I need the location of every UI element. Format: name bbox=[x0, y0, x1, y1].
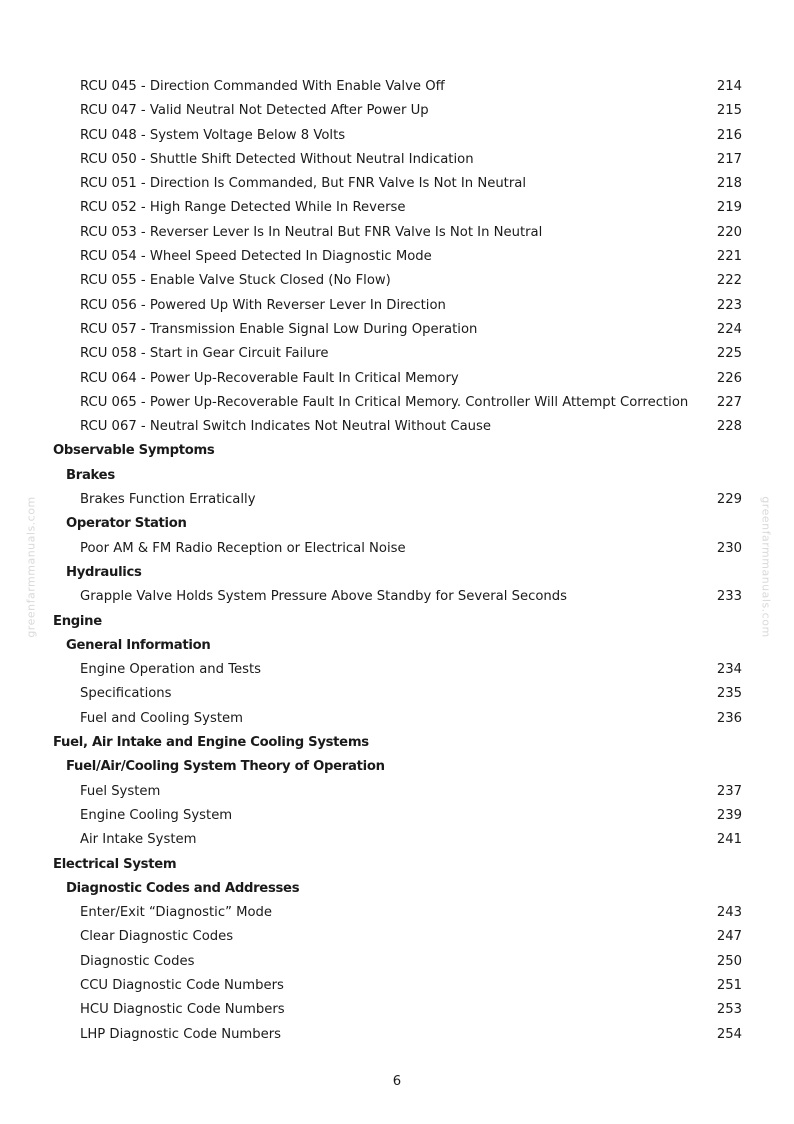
toc-entry-title: Brakes Function Erratically bbox=[80, 492, 256, 508]
toc-entry-page-number: 236 bbox=[716, 710, 742, 726]
toc-section-heading bbox=[0, 439, 794, 463]
table-of-contents bbox=[0, 75, 794, 1047]
toc-section-heading bbox=[0, 853, 794, 877]
toc-entry[interactable] bbox=[0, 488, 794, 512]
toc-entry-title: LHP Diagnostic Code Numbers bbox=[80, 1026, 282, 1042]
toc-entry[interactable] bbox=[0, 124, 794, 148]
toc-entry-title: HCU Diagnostic Code Numbers bbox=[80, 1002, 285, 1018]
toc-entry-title: Grapple Valve Holds System Pressure Above Standby for Several Seconds bbox=[80, 589, 568, 605]
toc-entry[interactable] bbox=[0, 342, 794, 366]
toc-entry-page-number: 227 bbox=[716, 394, 742, 410]
toc-entry[interactable] bbox=[0, 901, 794, 925]
toc-entry-title: RCU 047 - Valid Neutral Not Detected After Power Up bbox=[80, 103, 429, 119]
toc-entry-title: Hydraulics bbox=[66, 564, 142, 580]
toc-entry-title: RCU 045 - Direction Commanded With Enable Valve Off bbox=[80, 79, 445, 94]
toc-entry[interactable] bbox=[0, 1023, 794, 1047]
toc-entry-title: Clear Diagnostic Codes bbox=[80, 929, 234, 945]
toc-entry-title: Operator Station bbox=[66, 516, 187, 532]
toc-entry-title: RCU 048 - System Voltage Below 8 Volts bbox=[80, 127, 346, 143]
toc-entry-title: CCU Diagnostic Code Numbers bbox=[80, 977, 284, 993]
toc-entry-page-number: 224 bbox=[716, 321, 742, 337]
toc-entry[interactable] bbox=[0, 415, 794, 439]
toc-entry-title: Specifications bbox=[80, 686, 172, 702]
toc-entry-title: RCU 054 - Wheel Speed Detected In Diagnostic Mode bbox=[80, 249, 432, 265]
toc-entry[interactable] bbox=[0, 391, 794, 415]
toc-entry[interactable] bbox=[0, 658, 794, 682]
toc-entry-page-number: 220 bbox=[716, 224, 742, 240]
toc-entry-page-number: 214 bbox=[716, 79, 742, 94]
toc-entry-page-number: 237 bbox=[716, 783, 742, 799]
toc-entry[interactable] bbox=[0, 682, 794, 706]
toc-entry-page-number: 218 bbox=[716, 176, 742, 192]
toc-entry-title: Observable Symptoms bbox=[53, 443, 215, 459]
toc-entry[interactable] bbox=[0, 99, 794, 123]
watermark-right: greenfarmmanuals.com bbox=[759, 496, 773, 638]
toc-entry[interactable] bbox=[0, 537, 794, 561]
toc-entry-title: Air Intake System bbox=[80, 832, 197, 848]
toc-subsection-heading bbox=[0, 755, 794, 779]
toc-entry-page-number: 239 bbox=[716, 807, 742, 823]
toc-entry[interactable] bbox=[0, 148, 794, 172]
toc-entry-page-number: 225 bbox=[716, 346, 742, 362]
toc-entry-title: Engine Operation and Tests bbox=[80, 662, 262, 678]
toc-entry[interactable] bbox=[0, 585, 794, 609]
toc-entry[interactable] bbox=[0, 804, 794, 828]
toc-entry-page-number: 235 bbox=[716, 686, 742, 702]
toc-entry-title: Engine bbox=[53, 613, 102, 629]
page-number: 6 bbox=[392, 1074, 402, 1089]
toc-entry-page-number: 234 bbox=[716, 662, 742, 678]
toc-entry[interactable] bbox=[0, 998, 794, 1022]
toc-entry-page-number: 223 bbox=[716, 297, 742, 313]
toc-entry-page-number: 254 bbox=[716, 1026, 742, 1042]
toc-subsection-heading bbox=[0, 634, 794, 658]
toc-entry-title: RCU 051 - Direction Is Commanded, But FNR Valve Is Not In Neutral bbox=[80, 176, 527, 192]
toc-entry-title: Brakes bbox=[66, 467, 115, 483]
toc-subsection-heading bbox=[0, 877, 794, 901]
toc-entry-page-number: 228 bbox=[716, 419, 742, 435]
toc-entry-title: RCU 064 - Power Up-Recoverable Fault In Critical Memory bbox=[80, 370, 459, 386]
toc-entry-page-number: 251 bbox=[716, 977, 742, 993]
toc-section-heading bbox=[0, 731, 794, 755]
toc-entry-title: RCU 053 - Reverser Lever Is In Neutral But FNR Valve Is Not In Neutral bbox=[80, 224, 543, 240]
toc-entry-page-number: 247 bbox=[716, 929, 742, 945]
toc-entry[interactable] bbox=[0, 221, 794, 245]
toc-entry-page-number: 215 bbox=[716, 103, 742, 119]
toc-entry[interactable] bbox=[0, 75, 794, 99]
toc-subsection-heading bbox=[0, 512, 794, 536]
toc-entry[interactable] bbox=[0, 828, 794, 852]
toc-entry-title: Diagnostic Codes bbox=[80, 953, 195, 969]
toc-entry-page-number: 226 bbox=[716, 370, 742, 386]
toc-entry[interactable] bbox=[0, 269, 794, 293]
toc-entry-title: Electrical System bbox=[53, 856, 177, 872]
watermark-left: greenfarmmanuals.com bbox=[24, 496, 38, 638]
toc-entry-page-number: 222 bbox=[716, 273, 742, 289]
toc-entry-title: RCU 056 - Powered Up With Reverser Lever In Direction bbox=[80, 297, 446, 313]
toc-entry-title: RCU 067 - Neutral Switch Indicates Not Neutral Without Cause bbox=[80, 419, 492, 435]
toc-entry-title: RCU 058 - Start in Gear Circuit Failure bbox=[80, 346, 329, 362]
toc-entry[interactable] bbox=[0, 318, 794, 342]
toc-entry-title: Poor AM & FM Radio Reception or Electrical Noise bbox=[80, 540, 406, 556]
toc-entry-title: RCU 052 - High Range Detected While In Reverse bbox=[80, 200, 406, 216]
toc-entry-page-number: 216 bbox=[716, 127, 742, 143]
toc-entry-title: RCU 050 - Shuttle Shift Detected Without Neutral Indication bbox=[80, 151, 474, 167]
toc-entry[interactable] bbox=[0, 294, 794, 318]
toc-entry-page-number: 217 bbox=[716, 151, 742, 167]
toc-entry-page-number: 221 bbox=[716, 249, 742, 265]
toc-entry[interactable] bbox=[0, 367, 794, 391]
toc-entry-page-number: 233 bbox=[716, 589, 742, 605]
toc-entry-title: Fuel, Air Intake and Engine Cooling Systems bbox=[53, 735, 369, 751]
toc-section-heading bbox=[0, 610, 794, 634]
toc-entry[interactable] bbox=[0, 245, 794, 269]
toc-entry[interactable] bbox=[0, 196, 794, 220]
toc-entry-title: Engine Cooling System bbox=[80, 807, 233, 823]
toc-entry-page-number: 243 bbox=[716, 905, 742, 921]
toc-entry-page-number: 241 bbox=[716, 832, 742, 848]
toc-entry-title: Fuel/Air/Cooling System Theory of Operation bbox=[66, 759, 385, 775]
toc-entry-page-number: 230 bbox=[716, 540, 742, 556]
toc-entry[interactable] bbox=[0, 780, 794, 804]
toc-entry-title: Fuel System bbox=[80, 783, 161, 799]
toc-entry-title: RCU 065 - Power Up-Recoverable Fault In Critical Memory. Controller Will Attempt Correction bbox=[80, 394, 689, 410]
toc-entry[interactable] bbox=[0, 925, 794, 949]
toc-entry-title: Diagnostic Codes and Addresses bbox=[66, 880, 300, 896]
toc-entry[interactable] bbox=[0, 172, 794, 196]
toc-entry-title: Enter/Exit “Diagnostic” Mode bbox=[80, 905, 273, 921]
toc-entry[interactable] bbox=[0, 974, 794, 998]
toc-entry-title: Fuel and Cooling System bbox=[80, 710, 243, 726]
toc-entry[interactable] bbox=[0, 707, 794, 731]
toc-subsection-heading bbox=[0, 464, 794, 488]
toc-entry-title: RCU 055 - Enable Valve Stuck Closed (No Flow) bbox=[80, 273, 391, 289]
toc-entry-page-number: 250 bbox=[716, 953, 742, 969]
toc-entry-title: General Information bbox=[66, 637, 211, 653]
toc-entry-title: RCU 057 - Transmission Enable Signal Low During Operation bbox=[80, 321, 478, 337]
toc-entry-page-number: 219 bbox=[716, 200, 742, 216]
toc-subsection-heading bbox=[0, 561, 794, 585]
toc-entry-page-number: 229 bbox=[716, 492, 742, 508]
toc-entry[interactable] bbox=[0, 950, 794, 974]
toc-entry-page-number: 253 bbox=[716, 1002, 742, 1018]
